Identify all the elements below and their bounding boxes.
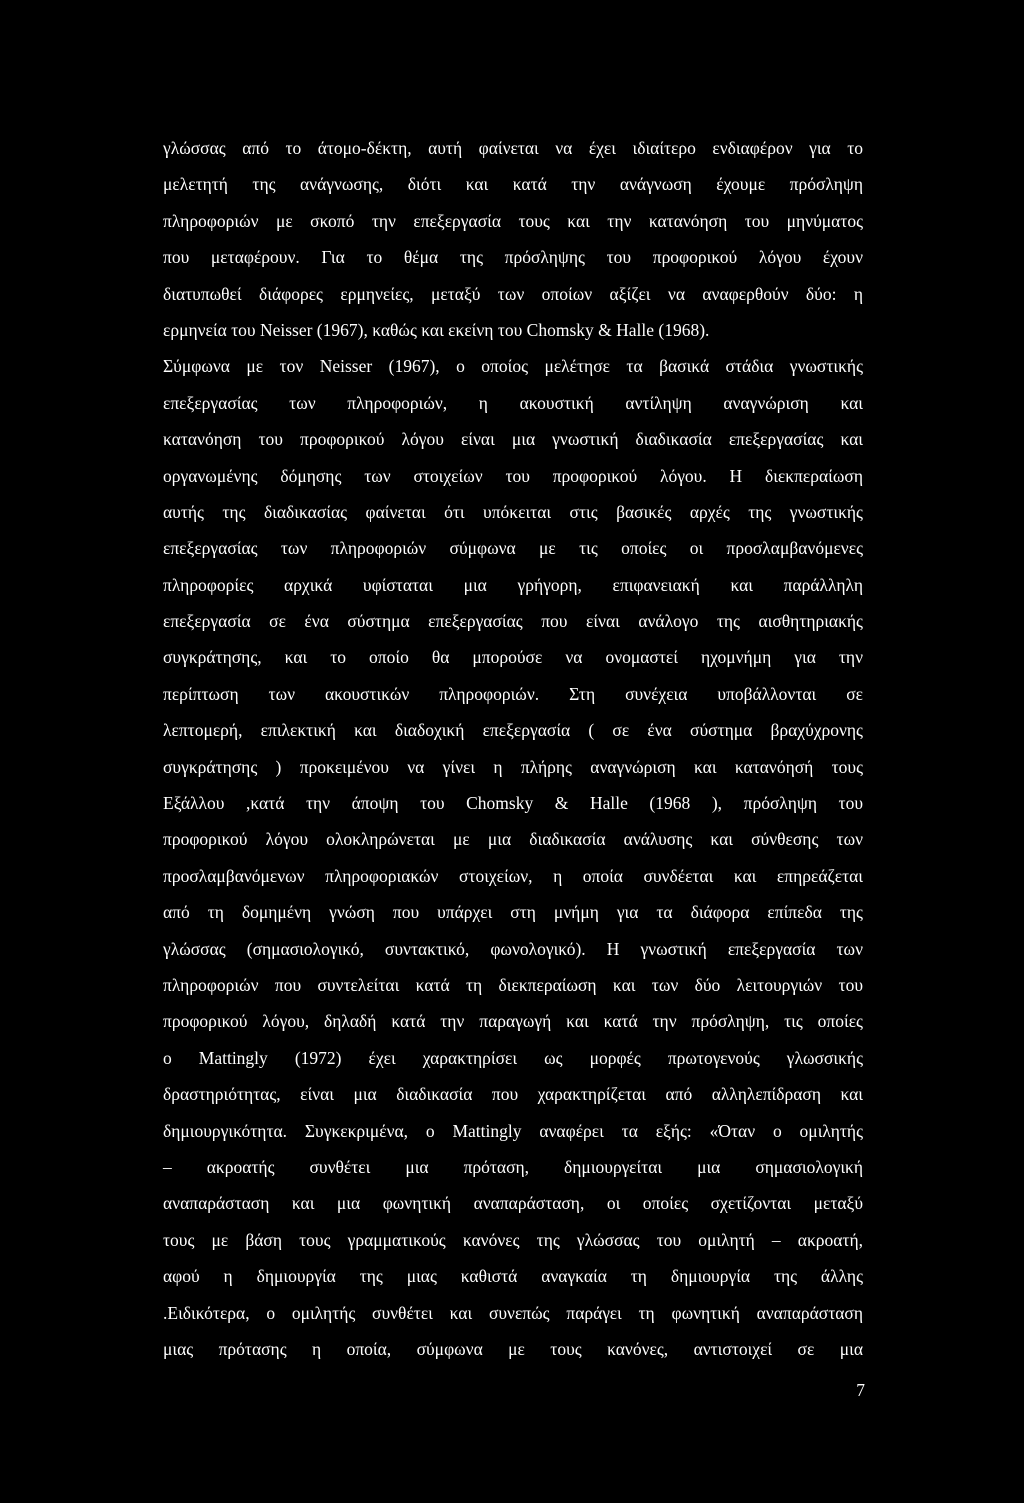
text-line-33: .Ειδικότερα, ο ομιλητής συνθέτει και συνεπώς παράγει τη φωνητική αναπαράσταση	[163, 1302, 863, 1323]
text-line-6: ερμηνεία του Neisser (1967), καθώς και εκείνη του Chomsky & Halle (1968).	[163, 319, 710, 340]
text-line-4: που μεταφέρουν. Για το θέμα της πρόσληψης του προφορικού λόγου έχουν	[163, 247, 863, 268]
text-line-29: – ακροατής συνθέτει μια πρόταση, δημιουργείται μια σημασιολογική	[163, 1156, 863, 1177]
text-line-23: γλώσσας (σημασιολογικό, συντακτικό, φωνολογικό). Η γνωστική επεξεργασία των	[163, 938, 863, 959]
text-line-8: επεξεργασίας των πληροφοριών, η ακουστική αντίληψη αναγνώριση και	[163, 392, 863, 413]
text-line-2: μελετητή της ανάγνωσης, διότι και κατά την ανάγνωση έχουμε πρόσληψη	[163, 174, 863, 195]
text-line-26: ο Mattingly (1972) έχει χαρακτηρίσει ως μορφές πρωτογενούς γλωσσικής	[163, 1047, 863, 1068]
text-line-30: αναπαράσταση και μια φωνητική αναπαράσταση, οι οποίες σχετίζονται μεταξύ	[163, 1193, 863, 1214]
text-line-11: αυτής της διαδικασίας φαίνεται ότι υπόκειται στις βασικές αρχές της γνωστικής	[163, 501, 863, 522]
text-line-15: συγκράτησης, και το οποίο θα μπορούσε να ονομαστεί ηχομνήμη για την	[163, 647, 863, 668]
text-line-22: από τη δομημένη γνώση που υπάρχει στη μνήμη για τα διάφορα επίπεδα της	[163, 902, 863, 923]
text-line-9: κατανόηση του προφορικού λόγου είναι μια γνωστική διαδικασία επεξεργασίας και	[163, 429, 863, 450]
text-line-34: μιας πρότασης η οποία, σύμφωνα με τους κανόνες, αντιστοιχεί σε μια	[163, 1338, 863, 1359]
text-line-20: προφορικού λόγου ολοκληρώνεται με μια διαδικασία ανάλυσης και σύνθεσης των	[163, 829, 863, 850]
text-line-14: επεξεργασία σε ένα σύστημα επεξεργασίας που είναι ανάλογο της αισθητηριακής	[163, 611, 863, 632]
body-text	[163, 130, 863, 1367]
text-line-12: επεξεργασίας των πληροφοριών σύμφωνα με τις οποίες οι προσλαμβανόμενες	[163, 538, 863, 559]
text-line-28: δημιουργικότητα. Συγκεκριμένα, ο Mattingly αναφέρει τα εξής: «Όταν ο ομιλητής	[163, 1120, 863, 1141]
text-line-25: προφορικού λόγου, δηλαδή κατά την παραγωγή και κατά την πρόσληψη, τις οποίες	[163, 1011, 863, 1032]
text-line-16: περίπτωση των ακουστικών πληροφοριών. Στη συνέχεια υποβάλλονται σε	[163, 683, 863, 704]
text-line-19: Εξάλλου ,κατά την άποψη του Chomsky & Halle (1968 ), πρόσληψη του	[163, 793, 863, 814]
text-line-13: πληροφορίες αρχικά υφίσταται μια γρήγορη, επιφανειακή και παράλληλη	[163, 574, 863, 595]
text-line-32: αφού η δημιουργία της μιας καθιστά αναγκαία τη δημιουργία της άλλης	[163, 1266, 863, 1287]
text-line-17: λεπτομερή, επιλεκτική και διαδοχική επεξεργασία ( σε ένα σύστημα βραχύχρονης	[163, 720, 863, 741]
text-line-31: τους με βάση τους γραμματικούς κανόνες της γλώσσας του ομιλητή – ακροατή,	[163, 1229, 863, 1250]
text-line-24: πληροφοριών που συντελείται κατά τη διεκπεραίωση και των δύο λειτουργιών του	[163, 974, 863, 995]
text-line-21: προσλαμβανόμενων πληροφοριακών στοιχείων, η οποία συνδέεται και επηρεάζεται	[163, 865, 863, 886]
text-line-3: πληροφοριών με σκοπό την επεξεργασία τους και την κατανόηση του μηνύματος	[163, 210, 863, 231]
text-line-10: οργανωμένης δόμησης των στοιχείων του προφορικού λόγου. Η διεκπεραίωση	[163, 465, 863, 486]
page-number: 7	[856, 1380, 865, 1400]
text-line-7: Σύμφωνα με τον Neisser (1967), ο οποίος μελέτησε τα βασικά στάδια γνωστικής	[163, 356, 863, 377]
text-line-5: διατυπωθεί διάφορες ερμηνείες, μεταξύ των οποίων αξίζει να αναφερθούν δύο: η	[163, 283, 863, 304]
text-line-1: γλώσσας από το άτομο-δέκτη, αυτή φαίνεται να έχει ιδιαίτερο ενδιαφέρον για το	[163, 138, 863, 158]
text-line-27: δραστηριότητας, είναι μια διαδικασία που χαρακτηρίζεται από αλληλεπίδραση και	[163, 1084, 863, 1105]
text-line-18: συγκράτησης ) προκειμένου να γίνει η πλήρης αναγνώριση και κατανόησή τους	[163, 756, 863, 777]
